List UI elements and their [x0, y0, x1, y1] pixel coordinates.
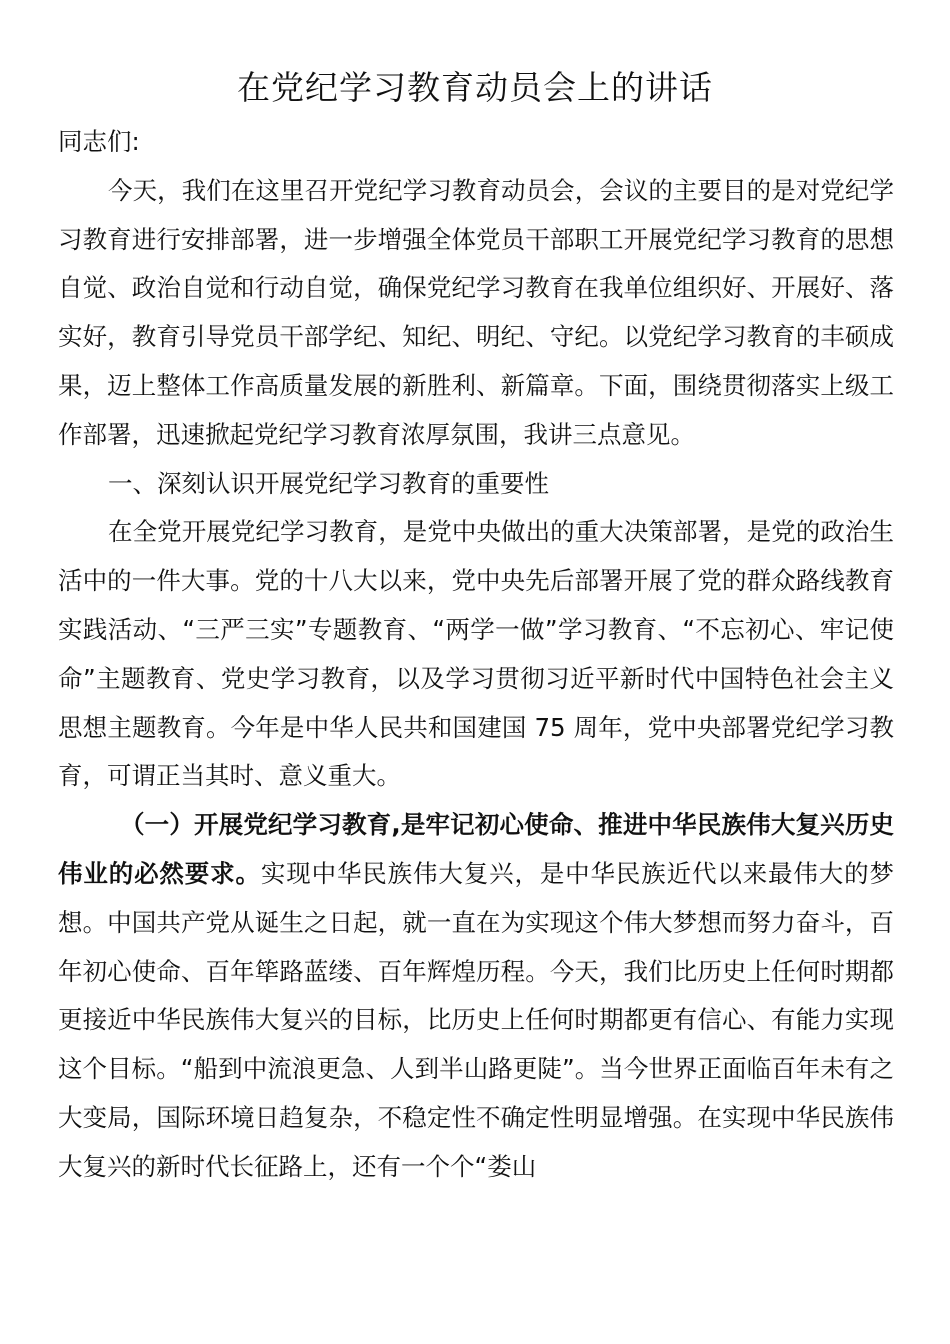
point-1-paragraph — [58, 801, 894, 1191]
point-1-body: 实现中华民族伟大复兴，是中华民族近代以来最伟大的梦想。中国共产党从诞生之日起，就一直在为实现这个伟大梦想而努力奋斗，百年初心使命、百年筚路蓝缕、百年辉煌历程。今天，我们比历史上任何时期都更接近中华民族伟大复兴的目标，比历史上任何时期都更有信心、有能力实现这个目标。“船到中流浪更急、人到半山路更陡”。当今世界正面临百年未有之大变局，国际环境日趋复杂，不稳定性不确定性明显增强。在实现中华民族伟大复兴的新时代长征路上，还有一个个“娄山 — [58, 858, 894, 1181]
salutation: 同志们: — [58, 127, 140, 156]
document-body — [58, 118, 894, 1192]
section-heading-1: 一、深刻认识开展党纪学习教育的重要性 — [108, 468, 549, 498]
section-1-paragraph: 在全党开展党纪学习教育，是党中央做出的重大决策部署，是党的政治生活中的一件大事。党的十八大以来，党中央先后部署开展了党的群众路线教育实践活动、“三严三实”专题教育、“两学一做”学习教育、“不忘初心、牢记使命”主题教育、党史学习教育，以及学习贯彻习近平新时代中国特色社会主义思想主题教育。今年是中华人民共和国建国 75 周年，党中央部署党纪学习教育，可谓正当其时、意义重大。 — [58, 517, 894, 791]
document-title: 在党纪学习教育动员会上的讲话 — [237, 68, 713, 107]
point-1-heading: （一）开展党纪学习教育,是牢记初心使命、推进中华民族伟大复兴历史伟业的必然要求。 — [58, 810, 894, 888]
intro-paragraph: 今天，我们在这里召开党纪学习教育动员会，会议的主要目的是对党纪学习教育进行安排部署，进一步增强全体党员干部职工开展党纪学习教育的思想自觉、政治自觉和行动自觉，确保党纪学习教育在我单位组织好、开展好、落实好，教育引导党员干部学纪、知纪、明纪、守纪。以党纪学习教育的丰硕成果，迈上整体工作高质量发展的新胜利、新篇章。下面，围绕贯彻落实上级工作部署，迅速掀起党纪学习教育浓厚氛围，我讲三点意见。 — [58, 175, 894, 449]
